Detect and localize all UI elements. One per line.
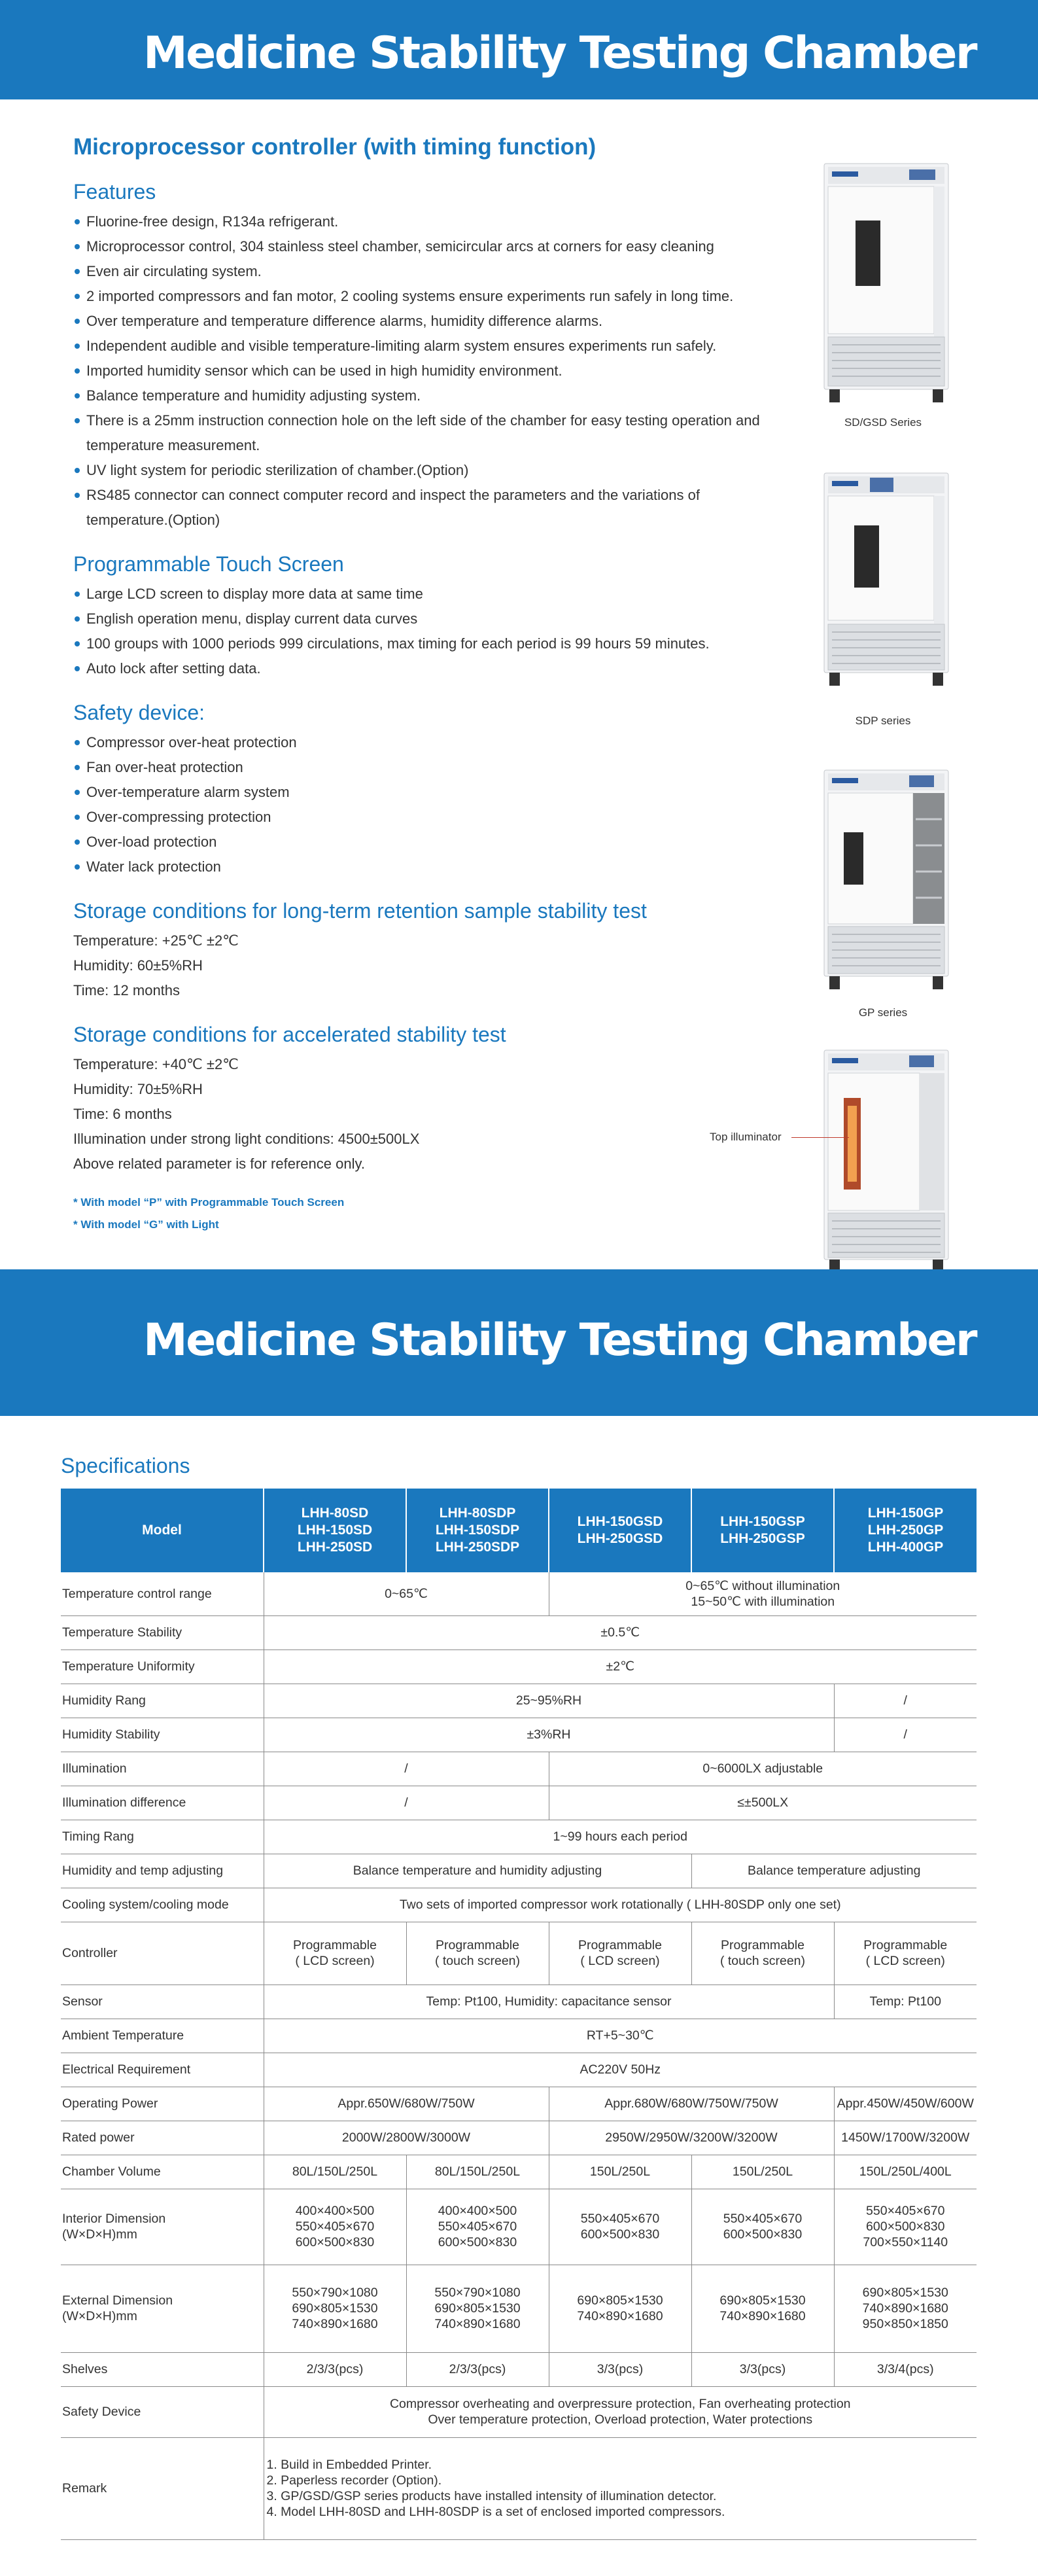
list-item: Over temperature and temperature difference alarms, humidity difference alarms. [73,309,767,334]
storage-acc-lines [73,1052,767,1176]
caption-gp: GP series [858,1006,908,1019]
spec-value: 550×405×670 600×500×830 [691,2189,834,2265]
list-item: Microprocessor control, 304 stainless steel chamber, semicircular arcs at corners for easy cleaning [73,234,767,259]
list-item: Even air circulating system. [73,259,767,284]
spec-value: 0~65℃ without illumination 15~50℃ with illumination [549,1572,977,1615]
storage-acc-section [73,1023,767,1176]
spec-value: 690×805×1530 740×890×1680 950×850×1850 [834,2265,977,2352]
spec-row-temperature-uniformity [61,1650,977,1684]
spec-row-shelves [61,2352,977,2386]
bullet-list [73,730,767,879]
condition-line: Illumination under strong light conditions: 4500±500LX [73,1131,420,1147]
caption-sdp: SDP series [855,715,911,727]
spec-label: Timing Rang [61,1820,264,1854]
spec-label: Illumination [61,1752,264,1786]
feature-sections [73,180,767,879]
spec-row-illumination-difference [61,1786,977,1820]
spec-value: 25~95%RH [264,1684,834,1718]
spec-label: External Dimension (W×D×H)mm [61,2265,264,2352]
spec-row-timing-rang [61,1820,977,1854]
condition-line: Humidity: 70±5%RH [73,1081,203,1097]
list-item: There is a 25mm instruction connection hole on the left side of the chamber for easy testing operation and temperature measurement. [73,408,767,458]
model-header: Model [61,1489,264,1572]
spec-value: Balance temperature and humidity adjusting [264,1854,691,1888]
spec-label: Electrical Requirement [61,2053,264,2087]
list-item: Auto lock after setting data. [73,656,767,681]
list-item: Over-load protection [73,830,767,855]
spec-value: Programmable ( LCD screen) [549,1922,691,1985]
spec-row-rated-power [61,2121,977,2155]
list-item: Balance temperature and humidity adjusting system. [73,383,767,408]
list-item: RS485 connector can connect computer record and inspect the parameters and the variations of temperature.(Option) [73,483,767,533]
spec-row-chamber-volume [61,2155,977,2189]
spec-label: Humidity and temp adjusting [61,1854,264,1888]
spec-value: / [834,1718,977,1752]
list-item: 2 imported compressors and fan motor, 2 cooling systems ensure experiments run safely in long time. [73,284,767,309]
spec-label: Ambient Temperature [61,2019,264,2053]
top-illuminator-label: Top illuminator [710,1131,782,1143]
spec-row-temperature-control-range [61,1572,977,1615]
spec-row-temperature-stability [61,1615,977,1650]
spec-value: 690×805×1530 740×890×1680 [691,2265,834,2352]
spec-value: Programmable ( LCD screen) [264,1922,406,1985]
spec-value: Programmable ( touch screen) [691,1922,834,1985]
spec-value: ±0.5℃ [264,1615,977,1650]
page-title: Medicine Stability Testing Chamber [143,27,976,79]
spec-row-operating-power [61,2087,977,2121]
condition-line: Above related parameter is for reference only. [73,1156,365,1172]
spec-label: Illumination difference [61,1786,264,1820]
spec-row-external-dimension-w-d-h-mm [61,2265,977,2352]
spec-row-remark [61,2437,977,2539]
model-column-header: LHH-150GP LHH-250GP LHH-400GP [834,1489,977,1572]
spec-label: Temperature control range [61,1572,264,1615]
product-image-sd-gsd [818,160,955,409]
spec-value: 690×805×1530 740×890×1680 [549,2265,691,2352]
spec-value: 550×790×1080 690×805×1530 740×890×1680 [406,2265,549,2352]
condition-line: Humidity: 60±5%RH [73,957,203,974]
spec-value: 3/3/4(pcs) [834,2352,977,2386]
spec-label: Humidity Rang [61,1684,264,1718]
list-item: Compressor over-heat protection [73,730,767,755]
spec-label: Sensor [61,1985,264,2019]
product-image-sdp [818,470,955,692]
spec-value: 1~99 hours each period [264,1820,977,1854]
spec-row-humidity-stability [61,1718,977,1752]
spec-value: 400×400×500 550×405×670 600×500×830 [406,2189,549,2265]
spec-value: 550×405×670 600×500×830 700×550×1140 [834,2189,977,2265]
spec-value: / [834,1684,977,1718]
list-item: Fluorine-free design, R134a refrigerant. [73,209,767,234]
spec-value: Appr.680W/680W/750W/750W [549,2087,834,2121]
list-item: Over-compressing protection [73,805,767,830]
spec-row-illumination [61,1752,977,1786]
storage-long-section [73,899,767,1003]
spec-row-electrical-requirement [61,2053,977,2087]
spec-value: Appr.650W/680W/750W [264,2087,549,2121]
spec-value: 2000W/2800W/3000W [264,2121,549,2155]
note-p: * With model “P” with Programmable Touch Screen [73,1196,345,1209]
spec-value: 550×790×1080 690×805×1530 740×890×1680 [264,2265,406,2352]
spec-value: 550×405×670 600×500×830 [549,2189,691,2265]
spec-label: Cooling system/cooling mode [61,1888,264,1922]
spec-value: Compressor overheating and overpressure protection, Fan overheating protection Over temperature protection, Overload protection, Water protections [264,2386,977,2437]
spec-label: Temperature Stability [61,1615,264,1650]
caption-sd-gsd: SD/GSD Series [844,416,922,429]
spec-value: Appr.450W/450W/600W [834,2087,977,2121]
section-safety-device [73,701,767,879]
model-column-header: LHH-80SDP LHH-150SDP LHH-250SDP [406,1489,549,1572]
spec-label: Operating Power [61,2087,264,2121]
spec-value: Two sets of imported compressor work rotationally ( LHH-80SDP only one set) [264,1888,977,1922]
spec-value: 150L/250L/400L [834,2155,977,2189]
spec-label: Temperature Uniformity [61,1650,264,1684]
bullet-list [73,582,767,681]
spec-row-sensor [61,1985,977,2019]
second-banner [0,1269,1038,1416]
list-item: Imported humidity sensor which can be used in high humidity environment. [73,359,767,383]
spec-row-humidity-rang [61,1684,977,1718]
specifications-heading: Specifications [61,1454,190,1477]
note-g: * With model “G” with Light [73,1218,219,1231]
controller-heading: Microprocessor controller (with timing function) [73,134,597,160]
spec-value: 1. Build in Embedded Printer. 2. Paperless recorder (Option). 3. GP/GSD/GSP series products have installed intensity of illumination detector. 4. Model LHH-80SD and LHH-80SDP is a set of enclosed imported compressors. [264,2437,977,2539]
spec-value: 400×400×500 550×405×670 600×500×830 [264,2189,406,2265]
spec-label: Remark [61,2437,264,2539]
condition-line: Time: 6 months [73,1106,172,1122]
spec-value: 1450W/1700W/3200W [834,2121,977,2155]
spec-value: ±2℃ [264,1650,977,1684]
spec-row-controller [61,1922,977,1985]
spec-body [61,1572,977,2539]
spec-value: RT+5~30℃ [264,2019,977,2053]
spec-value: ≤±500LX [549,1786,977,1820]
spec-label: Humidity Stability [61,1718,264,1752]
section-features [73,180,767,533]
section-programmable-touch-screen [73,552,767,681]
spec-value: 0~65℃ [264,1572,549,1615]
spec-value: Temp: Pt100 [834,1985,977,2019]
spec-label: Rated power [61,2121,264,2155]
section-heading: Features [73,180,156,203]
condition-line: Temperature: +40℃ ±2℃ [73,1056,239,1072]
spec-value: ±3%RH [264,1718,834,1752]
condition-line: Temperature: +25℃ ±2℃ [73,932,239,949]
list-item: UV light system for periodic sterilization of chamber.(Option) [73,458,767,483]
list-item: Over-temperature alarm system [73,780,767,805]
spec-label: Shelves [61,2352,264,2386]
spec-label: Chamber Volume [61,2155,264,2189]
spec-value: Programmable ( LCD screen) [834,1922,977,1985]
spec-header-row [61,1489,977,1572]
spec-value: 3/3(pcs) [691,2352,834,2386]
spec-value: 2950W/2950W/3200W/3200W [549,2121,834,2155]
spec-row-ambient-temperature [61,2019,977,2053]
spec-label: Interior Dimension (W×D×H)mm [61,2189,264,2265]
spec-label: Controller [61,1922,264,1985]
spec-row-humidity-and-temp-adjusting [61,1854,977,1888]
spec-value: / [264,1752,549,1786]
second-page-title: Medicine Stability Testing Chamber [143,1314,976,1366]
storage-long-lines [73,928,767,1003]
spec-value: 150L/250L [691,2155,834,2189]
spec-value: Balance temperature adjusting [691,1854,977,1888]
model-notes [73,1196,767,1231]
spec-value: Programmable ( touch screen) [406,1922,549,1985]
spec-row-interior-dimension-w-d-h-mm [61,2189,977,2265]
storage-long-heading: Storage conditions for long-term retention sample stability test [73,899,647,923]
spec-value: 3/3(pcs) [549,2352,691,2386]
list-item: Independent audible and visible temperature-limiting alarm system ensures experiments run safely. [73,334,767,359]
spec-value: Temp: Pt100, Humidity: capacitance sensor [264,1985,834,2019]
features-content [73,134,767,1241]
section-heading: Programmable Touch Screen [73,552,344,576]
spec-value: 0~6000LX adjustable [549,1752,977,1786]
list-item: 100 groups with 1000 periods 999 circulations, max timing for each period is 99 hours 59 minutes. [73,631,767,656]
top-banner [0,0,1038,99]
list-item: English operation menu, display current data curves [73,607,767,631]
spec-row-cooling-system-cooling-mode [61,1888,977,1922]
spec-value: AC220V 50Hz [264,2053,977,2087]
bullet-list [73,209,767,533]
list-item: Fan over-heat protection [73,755,767,780]
spec-value: 2/3/3(pcs) [406,2352,549,2386]
list-item: Water lack protection [73,855,767,879]
specifications-table [61,1489,977,2540]
list-item: Large LCD screen to display more data at same time [73,582,767,607]
top-illuminator-pointer [791,1137,849,1138]
spec-value: 150L/250L [549,2155,691,2189]
product-image-gsp [818,1047,955,1276]
storage-acc-heading: Storage conditions for accelerated stability test [73,1023,506,1046]
section-heading: Safety device: [73,701,205,724]
product-image-gp [818,767,955,993]
model-column-header: LHH-150GSP LHH-250GSP [691,1489,834,1572]
condition-line: Time: 12 months [73,982,181,998]
spec-row-safety-device [61,2386,977,2437]
spec-value: 80L/150L/250L [406,2155,549,2189]
model-column-header: LHH-150GSD LHH-250GSD [549,1489,691,1572]
spec-value: 2/3/3(pcs) [264,2352,406,2386]
spec-value: / [264,1786,549,1820]
model-column-header: LHH-80SD LHH-150SD LHH-250SD [264,1489,406,1572]
spec-value: 80L/150L/250L [264,2155,406,2189]
spec-label: Safety Device [61,2386,264,2437]
